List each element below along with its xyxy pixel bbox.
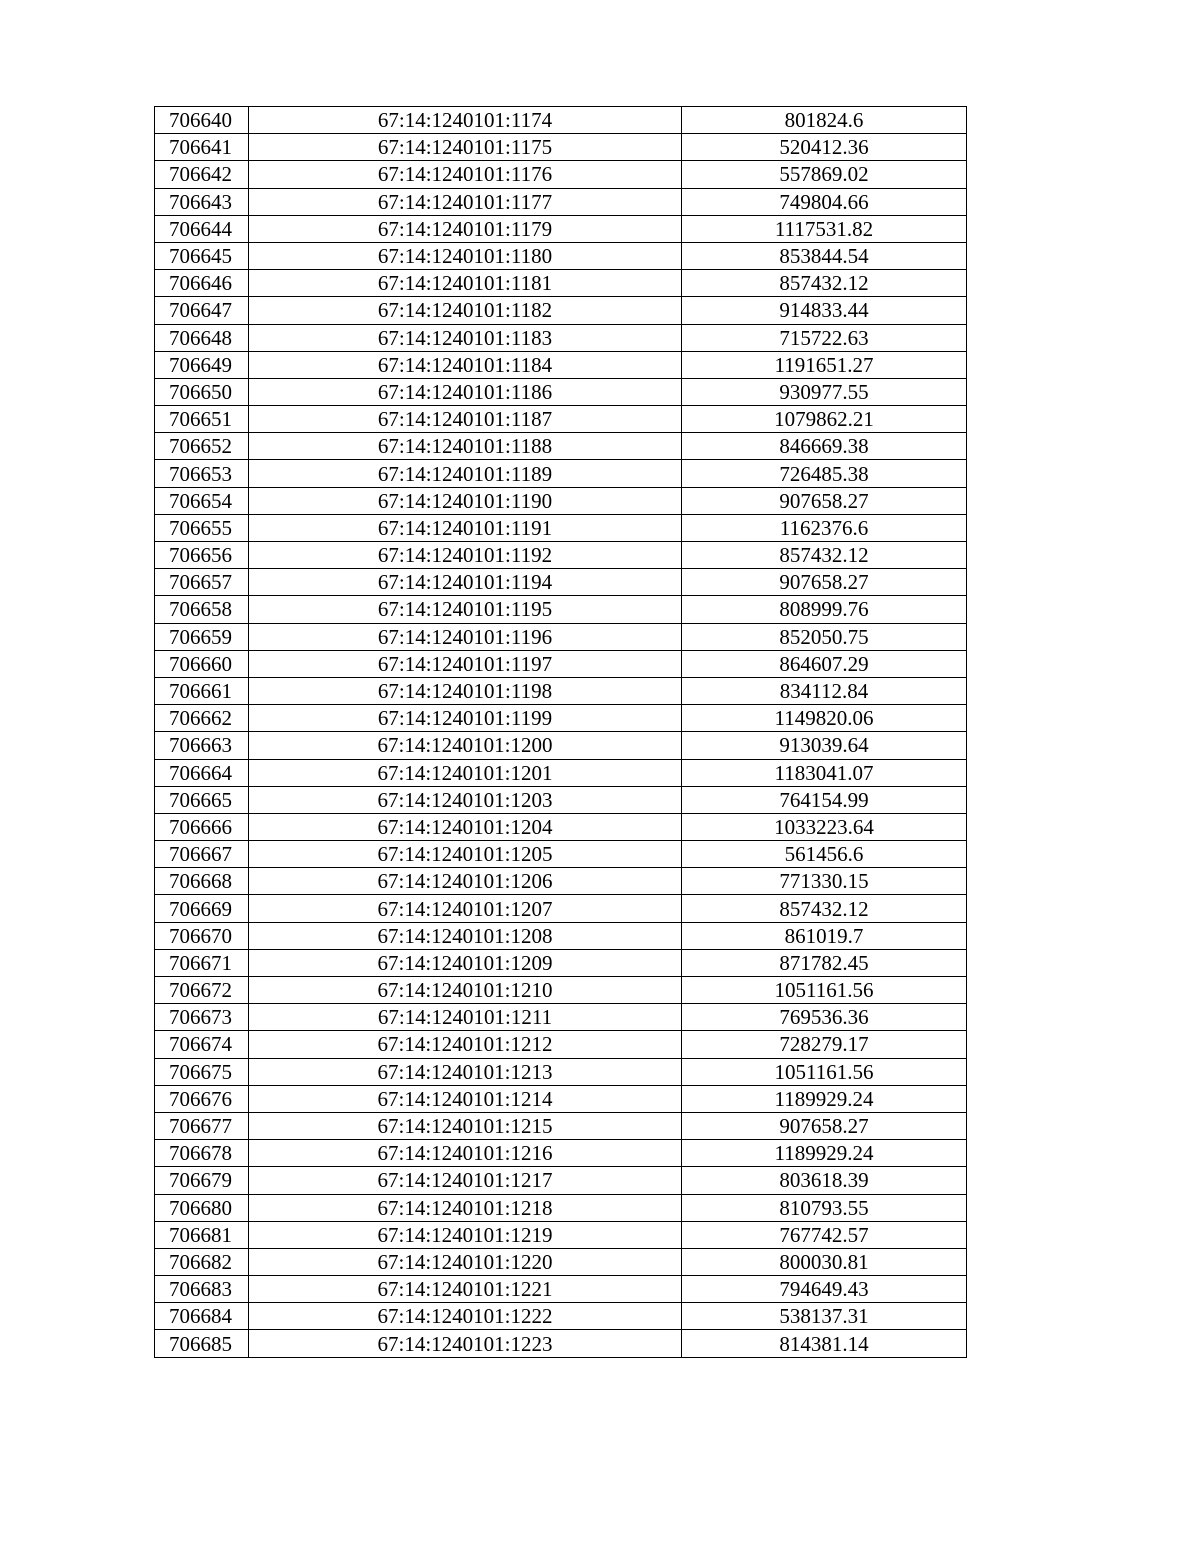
cadastral-number-cell: 67:14:1240101:1210 <box>249 977 682 1004</box>
row-number-cell: 706683 <box>155 1276 249 1303</box>
table-row <box>155 1058 967 1085</box>
cadastral-value-cell: 907658.27 <box>682 487 967 514</box>
cadastral-value-cell: 913039.64 <box>682 732 967 759</box>
cadastral-number-cell: 67:14:1240101:1212 <box>249 1031 682 1058</box>
table-row <box>155 487 967 514</box>
cadastral-value-cell: 800030.81 <box>682 1248 967 1275</box>
row-number-cell: 706671 <box>155 949 249 976</box>
cadastral-value-cell: 561456.6 <box>682 841 967 868</box>
cadastral-number-cell: 67:14:1240101:1216 <box>249 1140 682 1167</box>
table-row <box>155 1004 967 1031</box>
table-row <box>155 433 967 460</box>
cadastral-number-cell: 67:14:1240101:1223 <box>249 1330 682 1357</box>
cadastral-number-cell: 67:14:1240101:1198 <box>249 677 682 704</box>
row-number-cell: 706660 <box>155 650 249 677</box>
row-number-cell: 706666 <box>155 813 249 840</box>
cadastral-value-cell: 846669.38 <box>682 433 967 460</box>
cadastral-value-cell: 726485.38 <box>682 460 967 487</box>
cadastral-value-cell: 857432.12 <box>682 542 967 569</box>
row-number-cell: 706677 <box>155 1112 249 1139</box>
row-number-cell: 706673 <box>155 1004 249 1031</box>
cadastral-number-cell: 67:14:1240101:1207 <box>249 895 682 922</box>
table-row <box>155 677 967 704</box>
table-row <box>155 406 967 433</box>
cadastral-value-cell: 794649.43 <box>682 1276 967 1303</box>
row-number-cell: 706670 <box>155 922 249 949</box>
table-row <box>155 324 967 351</box>
cadastral-number-cell: 67:14:1240101:1208 <box>249 922 682 949</box>
table-row <box>155 732 967 759</box>
table-row <box>155 1330 967 1357</box>
cadastral-value-cell: 749804.66 <box>682 188 967 215</box>
table-row <box>155 161 967 188</box>
row-number-cell: 706643 <box>155 188 249 215</box>
row-number-cell: 706672 <box>155 977 249 1004</box>
cadastral-number-cell: 67:14:1240101:1201 <box>249 759 682 786</box>
cadastral-number-cell: 67:14:1240101:1203 <box>249 786 682 813</box>
row-number-cell: 706678 <box>155 1140 249 1167</box>
cadastral-value-cell: 538137.31 <box>682 1303 967 1330</box>
cadastral-number-cell: 67:14:1240101:1196 <box>249 623 682 650</box>
cadastral-number-cell: 67:14:1240101:1215 <box>249 1112 682 1139</box>
table-row <box>155 1303 967 1330</box>
cadastral-value-cell: 1051161.56 <box>682 977 967 1004</box>
table-row <box>155 623 967 650</box>
cadastral-number-cell: 67:14:1240101:1217 <box>249 1167 682 1194</box>
row-number-cell: 706646 <box>155 270 249 297</box>
cadastral-number-cell: 67:14:1240101:1181 <box>249 270 682 297</box>
cadastral-number-cell: 67:14:1240101:1219 <box>249 1221 682 1248</box>
table-row <box>155 215 967 242</box>
cadastral-value-cell: 852050.75 <box>682 623 967 650</box>
cadastral-number-cell: 67:14:1240101:1180 <box>249 242 682 269</box>
table-row <box>155 596 967 623</box>
cadastral-number-cell: 67:14:1240101:1205 <box>249 841 682 868</box>
table-row <box>155 868 967 895</box>
cadastral-value-cell: 771330.15 <box>682 868 967 895</box>
row-number-cell: 706642 <box>155 161 249 188</box>
cadastral-value-cell: 1149820.06 <box>682 705 967 732</box>
row-number-cell: 706665 <box>155 786 249 813</box>
row-number-cell: 706664 <box>155 759 249 786</box>
row-number-cell: 706676 <box>155 1085 249 1112</box>
row-number-cell: 706682 <box>155 1248 249 1275</box>
cadastral-number-cell: 67:14:1240101:1204 <box>249 813 682 840</box>
cadastral-number-cell: 67:14:1240101:1211 <box>249 1004 682 1031</box>
cadastral-value-cell: 857432.12 <box>682 270 967 297</box>
cadastral-number-cell: 67:14:1240101:1179 <box>249 215 682 242</box>
table-row <box>155 1085 967 1112</box>
cadastral-value-cell: 853844.54 <box>682 242 967 269</box>
cadastral-number-cell: 67:14:1240101:1209 <box>249 949 682 976</box>
cadastral-number-cell: 67:14:1240101:1213 <box>249 1058 682 1085</box>
table-row <box>155 705 967 732</box>
table-row <box>155 759 967 786</box>
cadastral-value-cell: 1051161.56 <box>682 1058 967 1085</box>
cadastral-number-cell: 67:14:1240101:1220 <box>249 1248 682 1275</box>
cadastral-value-cell: 715722.63 <box>682 324 967 351</box>
row-number-cell: 706641 <box>155 134 249 161</box>
cadastral-number-cell: 67:14:1240101:1214 <box>249 1085 682 1112</box>
cadastral-value-cell: 1117531.82 <box>682 215 967 242</box>
row-number-cell: 706647 <box>155 297 249 324</box>
cadastral-value-cell: 857432.12 <box>682 895 967 922</box>
cadastral-value-cell: 769536.36 <box>682 1004 967 1031</box>
table-row <box>155 351 967 378</box>
row-number-cell: 706684 <box>155 1303 249 1330</box>
cadastral-value-cell: 1189929.24 <box>682 1140 967 1167</box>
cadastral-number-cell: 67:14:1240101:1190 <box>249 487 682 514</box>
table-row <box>155 1140 967 1167</box>
cadastral-value-cell: 764154.99 <box>682 786 967 813</box>
row-number-cell: 706656 <box>155 542 249 569</box>
cadastral-number-cell: 67:14:1240101:1194 <box>249 569 682 596</box>
table-row <box>155 1276 967 1303</box>
cadastral-value-cell: 1162376.6 <box>682 514 967 541</box>
cadastral-number-cell: 67:14:1240101:1197 <box>249 650 682 677</box>
cadastral-number-cell: 67:14:1240101:1183 <box>249 324 682 351</box>
table-row <box>155 841 967 868</box>
cadastral-value-cell: 801824.6 <box>682 107 967 134</box>
cadastral-number-cell: 67:14:1240101:1176 <box>249 161 682 188</box>
cadastral-value-cell: 1033223.64 <box>682 813 967 840</box>
cadastral-value-cell: 557869.02 <box>682 161 967 188</box>
row-number-cell: 706685 <box>155 1330 249 1357</box>
table-row <box>155 1167 967 1194</box>
cadastral-number-cell: 67:14:1240101:1177 <box>249 188 682 215</box>
table-row <box>155 922 967 949</box>
cadastral-value-cell: 871782.45 <box>682 949 967 976</box>
cadastral-value-cell: 914833.44 <box>682 297 967 324</box>
cadastral-value-cell: 907658.27 <box>682 1112 967 1139</box>
row-number-cell: 706669 <box>155 895 249 922</box>
row-number-cell: 706650 <box>155 378 249 405</box>
table-row <box>155 977 967 1004</box>
cadastral-number-cell: 67:14:1240101:1192 <box>249 542 682 569</box>
cadastral-value-table <box>154 106 967 1358</box>
cadastral-number-cell: 67:14:1240101:1184 <box>249 351 682 378</box>
cadastral-value-cell: 834112.84 <box>682 677 967 704</box>
cadastral-number-cell: 67:14:1240101:1222 <box>249 1303 682 1330</box>
cadastral-value-cell: 808999.76 <box>682 596 967 623</box>
table-body <box>155 107 967 1358</box>
cadastral-number-cell: 67:14:1240101:1206 <box>249 868 682 895</box>
row-number-cell: 706648 <box>155 324 249 351</box>
table-row <box>155 1194 967 1221</box>
cadastral-value-cell: 767742.57 <box>682 1221 967 1248</box>
row-number-cell: 706661 <box>155 677 249 704</box>
cadastral-number-cell: 67:14:1240101:1182 <box>249 297 682 324</box>
table-row <box>155 460 967 487</box>
cadastral-value-cell: 930977.55 <box>682 378 967 405</box>
table-row <box>155 569 967 596</box>
row-number-cell: 706649 <box>155 351 249 378</box>
cadastral-number-cell: 67:14:1240101:1187 <box>249 406 682 433</box>
cadastral-number-cell: 67:14:1240101:1189 <box>249 460 682 487</box>
table-row <box>155 1112 967 1139</box>
cadastral-value-cell: 1079862.21 <box>682 406 967 433</box>
table-row <box>155 242 967 269</box>
cadastral-value-cell: 1183041.07 <box>682 759 967 786</box>
row-number-cell: 706651 <box>155 406 249 433</box>
cadastral-number-cell: 67:14:1240101:1218 <box>249 1194 682 1221</box>
row-number-cell: 706668 <box>155 868 249 895</box>
table-row <box>155 895 967 922</box>
table-row <box>155 107 967 134</box>
cadastral-value-cell: 814381.14 <box>682 1330 967 1357</box>
row-number-cell: 706653 <box>155 460 249 487</box>
row-number-cell: 706675 <box>155 1058 249 1085</box>
cadastral-value-cell: 861019.7 <box>682 922 967 949</box>
cadastral-value-cell: 728279.17 <box>682 1031 967 1058</box>
row-number-cell: 706679 <box>155 1167 249 1194</box>
table-row <box>155 514 967 541</box>
row-number-cell: 706657 <box>155 569 249 596</box>
table-row <box>155 297 967 324</box>
table-row <box>155 786 967 813</box>
cadastral-value-cell: 520412.36 <box>682 134 967 161</box>
row-number-cell: 706652 <box>155 433 249 460</box>
cadastral-value-cell: 864607.29 <box>682 650 967 677</box>
table-row <box>155 650 967 677</box>
cadastral-value-cell: 810793.55 <box>682 1194 967 1221</box>
row-number-cell: 706654 <box>155 487 249 514</box>
cadastral-number-cell: 67:14:1240101:1188 <box>249 433 682 460</box>
cadastral-number-cell: 67:14:1240101:1186 <box>249 378 682 405</box>
table-row <box>155 1248 967 1275</box>
row-number-cell: 706674 <box>155 1031 249 1058</box>
cadastral-number-cell: 67:14:1240101:1175 <box>249 134 682 161</box>
cadastral-number-cell: 67:14:1240101:1191 <box>249 514 682 541</box>
cadastral-value-cell: 803618.39 <box>682 1167 967 1194</box>
cadastral-number-cell: 67:14:1240101:1199 <box>249 705 682 732</box>
cadastral-number-cell: 67:14:1240101:1174 <box>249 107 682 134</box>
cadastral-number-cell: 67:14:1240101:1195 <box>249 596 682 623</box>
cadastral-value-cell: 907658.27 <box>682 569 967 596</box>
row-number-cell: 706645 <box>155 242 249 269</box>
row-number-cell: 706640 <box>155 107 249 134</box>
table-row <box>155 1031 967 1058</box>
row-number-cell: 706667 <box>155 841 249 868</box>
row-number-cell: 706681 <box>155 1221 249 1248</box>
table-row <box>155 270 967 297</box>
row-number-cell: 706644 <box>155 215 249 242</box>
table-row <box>155 949 967 976</box>
table-row <box>155 1221 967 1248</box>
table-row <box>155 813 967 840</box>
cadastral-number-cell: 67:14:1240101:1221 <box>249 1276 682 1303</box>
cadastral-value-cell: 1189929.24 <box>682 1085 967 1112</box>
table-row <box>155 378 967 405</box>
table-row <box>155 134 967 161</box>
row-number-cell: 706663 <box>155 732 249 759</box>
row-number-cell: 706658 <box>155 596 249 623</box>
cadastral-number-cell: 67:14:1240101:1200 <box>249 732 682 759</box>
row-number-cell: 706655 <box>155 514 249 541</box>
table-row <box>155 188 967 215</box>
cadastral-value-cell: 1191651.27 <box>682 351 967 378</box>
table-row <box>155 542 967 569</box>
row-number-cell: 706662 <box>155 705 249 732</box>
row-number-cell: 706680 <box>155 1194 249 1221</box>
row-number-cell: 706659 <box>155 623 249 650</box>
